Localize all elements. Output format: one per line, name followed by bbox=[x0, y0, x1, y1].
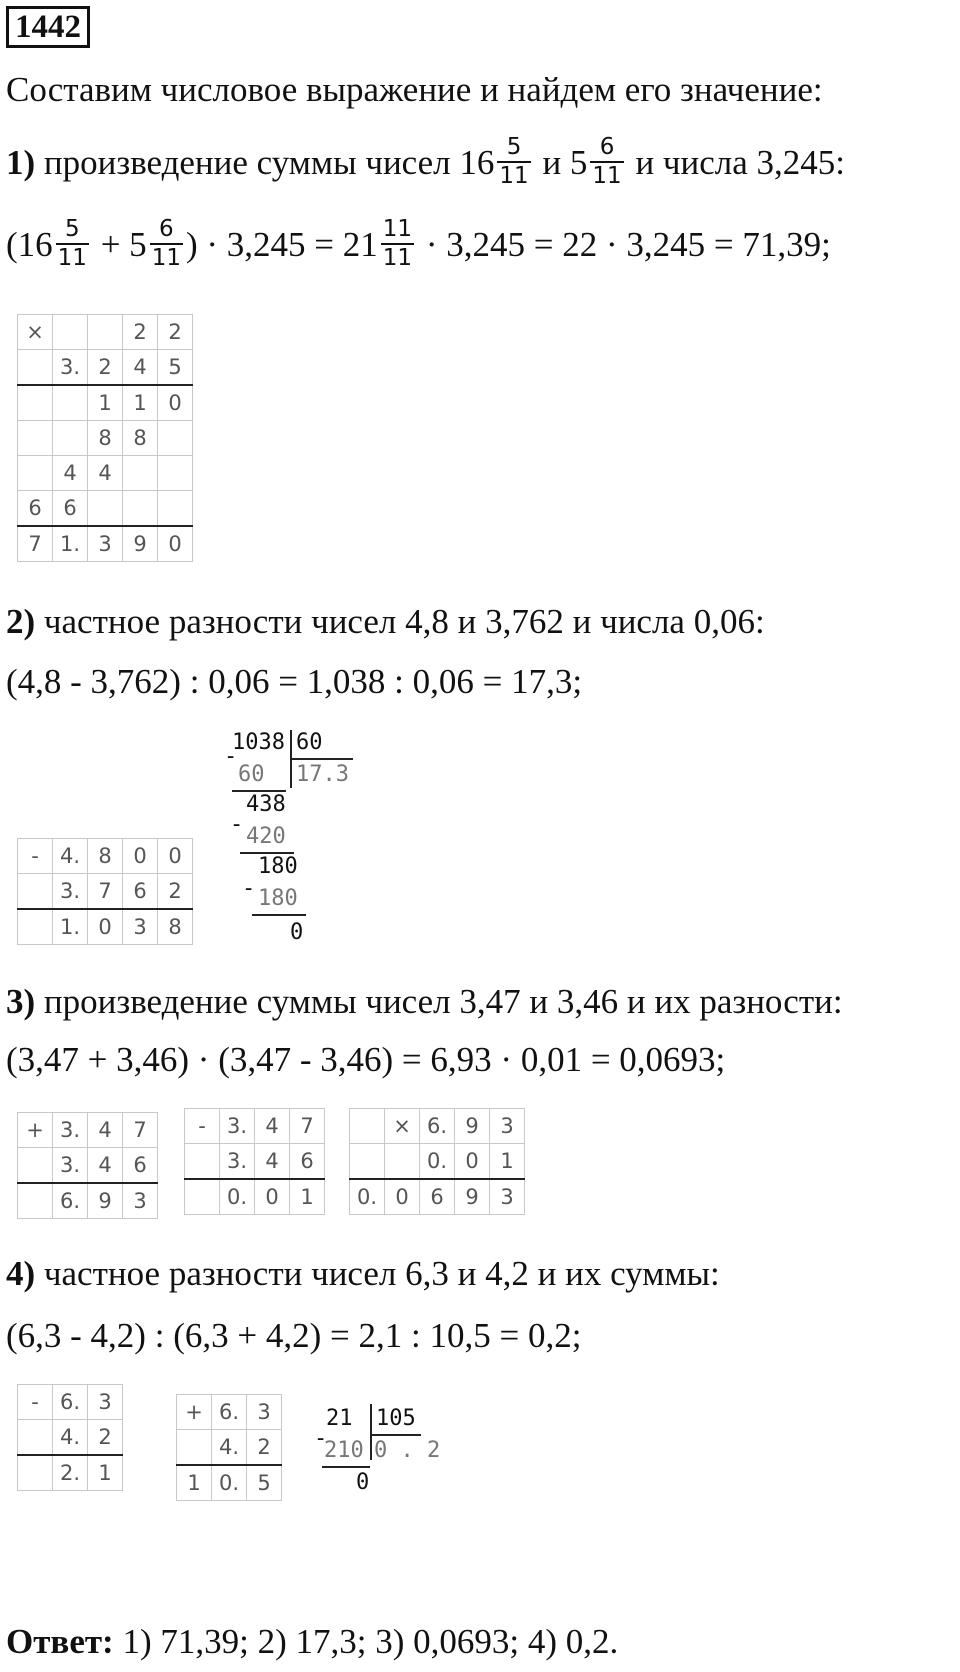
grid-row bbox=[18, 491, 193, 527]
grid-cell: - bbox=[18, 1385, 53, 1420]
grid-cell: × bbox=[18, 315, 53, 350]
grid-row bbox=[18, 1455, 123, 1491]
grid-cell: 3. bbox=[53, 874, 88, 910]
part2-heading bbox=[6, 604, 765, 639]
grid-cell: 4. bbox=[53, 1420, 88, 1456]
grid-cell: 3 bbox=[123, 1183, 158, 1219]
grid-cell: 0. bbox=[350, 1179, 385, 1215]
grid-row bbox=[18, 1148, 158, 1184]
grid-cell: 7 bbox=[123, 1113, 158, 1148]
addition-grid-63-42 bbox=[176, 1394, 282, 1501]
part4-equation: (6,3 - 4,2) : (6,3 + 4,2) = 2,1 : 10,5 = 0,2; bbox=[6, 1316, 582, 1355]
grid-cell bbox=[18, 1420, 53, 1456]
grid-cell: 4 bbox=[53, 456, 88, 491]
part3-text: произведение суммы чисел 3,47 и 3,46 и их разности: bbox=[43, 982, 843, 1021]
subtraction-grid-48-3762 bbox=[17, 838, 193, 945]
grid-cell bbox=[18, 421, 53, 456]
grid-cell: 3 bbox=[123, 909, 158, 945]
grid-cell: 2 bbox=[123, 315, 158, 350]
grid-cell: 3 bbox=[88, 526, 123, 562]
grid-cell: 3. bbox=[53, 1148, 88, 1184]
grid-row bbox=[18, 1420, 123, 1456]
grid-cell: 6. bbox=[53, 1385, 88, 1420]
grid-cell bbox=[53, 315, 88, 350]
grid-cell: 0 bbox=[88, 909, 123, 945]
grid-cell bbox=[18, 1148, 53, 1184]
answer-line bbox=[6, 1624, 618, 1659]
grid-cell: - bbox=[185, 1109, 220, 1144]
part4-heading bbox=[6, 1256, 720, 1291]
subtraction-grid-63-42 bbox=[17, 1384, 123, 1491]
grid-row bbox=[177, 1430, 282, 1466]
grid-cell: 7 bbox=[88, 874, 123, 910]
grid-cell: 4 bbox=[88, 1148, 123, 1184]
part4-number: 4) bbox=[6, 1254, 36, 1293]
grid-row bbox=[185, 1179, 325, 1215]
grid-row bbox=[185, 1144, 325, 1180]
grid-row bbox=[18, 350, 193, 386]
grid-row bbox=[18, 385, 193, 421]
grid-cell: 9 bbox=[455, 1179, 490, 1215]
grid-row bbox=[350, 1144, 525, 1180]
grid-cell: 0 bbox=[158, 385, 193, 421]
grid-cell bbox=[88, 491, 123, 527]
grid-cell: 5 bbox=[247, 1465, 282, 1501]
grid-cell: - bbox=[18, 839, 53, 874]
grid-cell: 3 bbox=[247, 1395, 282, 1430]
grid-cell bbox=[350, 1109, 385, 1144]
part1-text-a: произведение суммы чисел 16 bbox=[43, 143, 495, 183]
grid-cell: 3. bbox=[53, 350, 88, 386]
grid-row bbox=[18, 315, 193, 350]
grid-cell bbox=[18, 874, 53, 910]
long-division-21-by-105: 21 105 - 210 0 . 2 0 bbox=[314, 1406, 441, 1495]
grid-cell: 1. bbox=[53, 909, 88, 945]
grid-cell: 6 bbox=[290, 1144, 325, 1180]
grid-cell: 1 bbox=[123, 385, 158, 421]
fraction-6-11: $\frac{6}{11}$ bbox=[592, 134, 622, 189]
grid-cell: 4 bbox=[88, 456, 123, 491]
grid-cell: 0 bbox=[158, 839, 193, 874]
grid-row bbox=[18, 526, 193, 562]
eq-fraction-5-11: $\frac{5}{11}$ bbox=[57, 216, 87, 271]
grid-cell: 0. bbox=[420, 1144, 455, 1180]
answer-label: Ответ: bbox=[6, 1622, 114, 1661]
part3-equation: (3,47 + 3,46) · (3,47 - 3,46) = 6,93 · 0,01 = 0,0693; bbox=[6, 1040, 726, 1079]
grid-cell bbox=[88, 315, 123, 350]
grid-cell bbox=[177, 1430, 212, 1466]
part1-text-c: и числа 3,245: bbox=[635, 143, 846, 183]
grid-cell: 1 bbox=[490, 1144, 525, 1180]
eq-fraction-11-11: $\frac{11}{11}$ bbox=[382, 216, 413, 271]
grid-cell: 0. bbox=[212, 1465, 247, 1501]
part4-text: частное разности чисел 6,3 и 4,2 и их суммы: bbox=[43, 1254, 720, 1293]
grid-cell: 2. bbox=[53, 1455, 88, 1491]
grid-cell: 0. bbox=[220, 1179, 255, 1215]
grid-cell: 2 bbox=[88, 350, 123, 386]
grid-row bbox=[350, 1109, 525, 1144]
grid-cell: × bbox=[385, 1109, 420, 1144]
subtraction-grid-347-346 bbox=[184, 1108, 325, 1215]
grid-cell: + bbox=[177, 1395, 212, 1430]
divisor: 60 bbox=[296, 730, 323, 755]
part1-number: 1) bbox=[6, 143, 36, 183]
part2-text: частное разности чисел 4,8 и 3,762 и числа 0,06: bbox=[43, 602, 765, 641]
grid-cell bbox=[53, 385, 88, 421]
grid-cell: 4 bbox=[255, 1109, 290, 1144]
grid-cell: 4. bbox=[212, 1430, 247, 1466]
dividend: 21 bbox=[326, 1406, 353, 1431]
grid-cell: 1. bbox=[53, 526, 88, 562]
grid-cell: 4 bbox=[123, 350, 158, 386]
grid-cell bbox=[185, 1144, 220, 1180]
grid-cell: 2 bbox=[247, 1430, 282, 1466]
eq-fraction-6-11: $\frac{6}{11}$ bbox=[151, 216, 181, 271]
grid-cell bbox=[18, 350, 53, 386]
grid-row bbox=[18, 874, 193, 910]
part1-heading bbox=[6, 134, 846, 192]
part1-equation: (16 $\frac{5}{11}$ + 5 $\frac{6}{11}$ ) · 3,245 = 21 $\frac{11}{11}$ · 3,245 = 22 · 3,245 = 71,39; bbox=[6, 216, 831, 271]
grid-cell: 3. bbox=[53, 1113, 88, 1148]
grid-cell bbox=[158, 491, 193, 527]
long-division-1038-by-60: - 1038 60 17.3 60 438 - 420 180 - 180 0 bbox=[224, 730, 364, 950]
part2-equation: (4,8 - 3,762) : 0,06 = 1,038 : 0,06 = 17,3; bbox=[6, 662, 583, 701]
multiplication-grid-22x3245 bbox=[17, 314, 193, 562]
grid-cell: 9 bbox=[88, 1183, 123, 1219]
grid-cell bbox=[18, 909, 53, 945]
answer-text: 1) 71,39; 2) 17,3; 3) 0,0693; 4) 0,2. bbox=[122, 1622, 619, 1661]
grid-cell: 8 bbox=[158, 909, 193, 945]
grid-row bbox=[18, 1385, 123, 1420]
grid-cell: 0 bbox=[123, 839, 158, 874]
part3-heading bbox=[6, 984, 843, 1019]
grid-cell: 3 bbox=[88, 1385, 123, 1420]
grid-cell: 6. bbox=[420, 1109, 455, 1144]
grid-row bbox=[177, 1465, 282, 1501]
grid-cell: 3. bbox=[220, 1109, 255, 1144]
grid-cell: 6 bbox=[18, 491, 53, 527]
grid-cell: 6. bbox=[212, 1395, 247, 1430]
grid-cell: 0 bbox=[158, 526, 193, 562]
grid-row bbox=[185, 1109, 325, 1144]
grid-cell: 2 bbox=[88, 1420, 123, 1456]
grid-cell: 6. bbox=[53, 1183, 88, 1219]
grid-row bbox=[350, 1179, 525, 1215]
quotient: 0 . 2 bbox=[374, 1438, 441, 1463]
grid-cell: 1 bbox=[290, 1179, 325, 1215]
grid-cell: 9 bbox=[455, 1109, 490, 1144]
grid-cell: 7 bbox=[290, 1109, 325, 1144]
grid-row bbox=[18, 421, 193, 456]
grid-cell: 3 bbox=[490, 1179, 525, 1215]
grid-cell bbox=[158, 421, 193, 456]
grid-cell bbox=[18, 1455, 53, 1491]
grid-cell bbox=[53, 421, 88, 456]
grid-cell: 1 bbox=[88, 1455, 123, 1491]
grid-cell: + bbox=[18, 1113, 53, 1148]
part3-number: 3) bbox=[6, 982, 36, 1021]
grid-cell bbox=[123, 456, 158, 491]
intro-text: Составим числовое выражение и найдем его значение: bbox=[6, 70, 823, 109]
grid-row bbox=[18, 1113, 158, 1148]
grid-row bbox=[18, 456, 193, 491]
grid-cell: 2 bbox=[158, 874, 193, 910]
grid-cell: 0 bbox=[255, 1179, 290, 1215]
grid-row bbox=[18, 909, 193, 945]
grid-row bbox=[18, 839, 193, 874]
grid-cell: 2 bbox=[158, 315, 193, 350]
grid-cell bbox=[158, 456, 193, 491]
grid-cell: 3. bbox=[220, 1144, 255, 1180]
problem-number: 1442 bbox=[6, 6, 90, 48]
fraction-5-11: $\frac{5}{11}$ bbox=[499, 134, 529, 189]
quotient: 17.3 bbox=[296, 762, 349, 787]
grid-cell bbox=[18, 1183, 53, 1219]
grid-row bbox=[18, 1183, 158, 1219]
divisor: 105 bbox=[376, 1406, 416, 1431]
grid-cell: 5 bbox=[158, 350, 193, 386]
grid-cell: 0 bbox=[455, 1144, 490, 1180]
grid-cell: 1 bbox=[177, 1465, 212, 1501]
grid-cell bbox=[385, 1144, 420, 1180]
grid-cell: 9 bbox=[123, 526, 158, 562]
grid-cell: 6 bbox=[53, 491, 88, 527]
grid-cell: 6 bbox=[123, 1148, 158, 1184]
dividend: 1038 bbox=[232, 730, 285, 755]
grid-cell: 3 bbox=[490, 1109, 525, 1144]
grid-cell: 6 bbox=[123, 874, 158, 910]
grid-cell: 8 bbox=[88, 421, 123, 456]
grid-cell: 8 bbox=[88, 839, 123, 874]
part1-text-b: и 5 bbox=[542, 143, 588, 183]
grid-cell bbox=[350, 1144, 385, 1180]
grid-cell: 0 bbox=[385, 1179, 420, 1215]
addition-grid-347-346 bbox=[17, 1112, 158, 1219]
grid-cell: 4 bbox=[255, 1144, 290, 1180]
multiplication-grid-693-001 bbox=[349, 1108, 525, 1215]
grid-cell: 7 bbox=[18, 526, 53, 562]
grid-cell bbox=[18, 456, 53, 491]
grid-cell: 4. bbox=[53, 839, 88, 874]
grid-cell bbox=[185, 1179, 220, 1215]
grid-cell: 6 bbox=[420, 1179, 455, 1215]
part2-number: 2) bbox=[6, 602, 36, 641]
grid-cell: 4 bbox=[88, 1113, 123, 1148]
grid-cell: 8 bbox=[123, 421, 158, 456]
grid-cell bbox=[123, 491, 158, 527]
grid-row bbox=[177, 1395, 282, 1430]
grid-cell: 1 bbox=[88, 385, 123, 421]
grid-cell bbox=[18, 385, 53, 421]
